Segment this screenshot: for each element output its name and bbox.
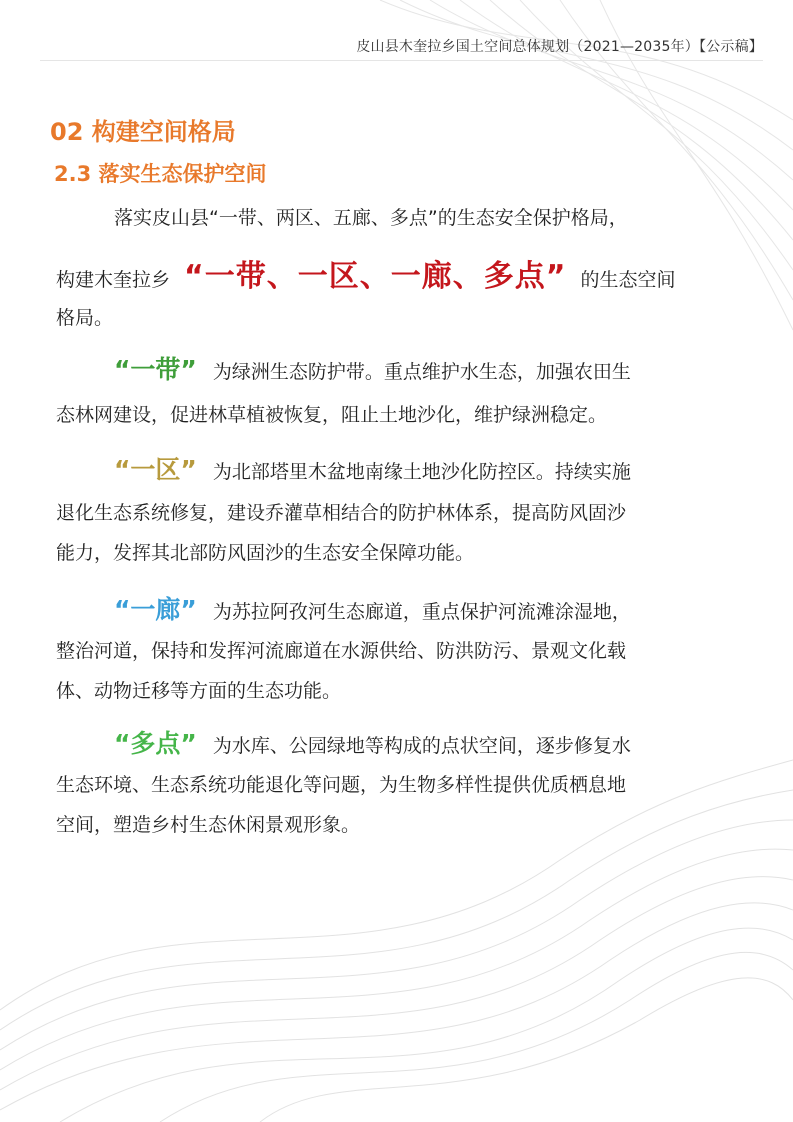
- item-corridor-line-1: [114, 590, 631, 626]
- section-title: 2.3 落实生态保护空间: [54, 162, 267, 186]
- chapter-title: 02 构建空间格局: [50, 118, 236, 146]
- item-zone-line-1: [114, 450, 631, 486]
- item-corridor-line-2: 整治河道，保持和发挥河流廊道在水源供给、防洪防污、景观文化载: [56, 640, 627, 662]
- intro-line-1: 落实皮山县“一带、两区、五廊、多点”的生态安全保护格局，: [114, 207, 628, 229]
- item-belt-text-1: 为绿洲生态防护带。重点维护水生态，加强农田生: [212, 361, 631, 383]
- item-points-line-1: [114, 724, 631, 760]
- item-zone-line-3: 能力，发挥其北部防风固沙的生态安全保障功能。: [56, 542, 475, 564]
- intro-paragraph: [56, 203, 736, 333]
- intro-line-3: 格局。: [56, 307, 114, 329]
- intro-line-2: [56, 251, 675, 295]
- item-corridor-text-1: 为苏拉阿孜河生态廊道，重点保护河流滩涂湿地，: [212, 601, 631, 623]
- pattern-highlight: “一带、一区、一廊、多点”: [184, 259, 567, 294]
- item-zone-line-2: 退化生态系统修复，建设乔灌草相结合的防护林体系，提高防风固沙: [56, 502, 627, 524]
- item-points-text-1: 为水库、公园绿地等构成的点状空间，逐步修复水: [212, 735, 631, 757]
- running-header: 皮山县木奎拉乡国土空间总体规划（2021—2035年）【公示稿】: [356, 39, 763, 55]
- item-points-line-2: 生态环境、生态系统功能退化等问题，为生物多样性提供优质栖息地: [56, 774, 627, 796]
- header-divider: [40, 60, 763, 61]
- intro-line-2-post: 的生态空间: [580, 269, 676, 291]
- item-belt-line-1: [114, 350, 631, 386]
- intro-line-2-pre: 构建木奎拉乡: [56, 269, 171, 291]
- item-zone: [56, 450, 736, 570]
- item-corridor-term: “一廊”: [114, 595, 197, 624]
- item-belt: [56, 350, 736, 430]
- item-belt-term: “一带”: [114, 355, 197, 384]
- item-belt-line-2: 态林网建设，促进林草植被恢复，阻止土地沙化，维护绿洲稳定。: [56, 404, 608, 426]
- item-corridor-line-3: 体、动物迁移等方面的生态功能。: [56, 680, 342, 702]
- item-points: [56, 724, 736, 844]
- item-zone-text-1: 为北部塔里木盆地南缘土地沙化防控区。持续实施: [212, 461, 631, 483]
- item-points-line-3: 空间，塑造乡村生态休闲景观形象。: [56, 814, 361, 836]
- item-points-term: “多点”: [114, 729, 197, 758]
- item-zone-term: “一区”: [114, 455, 197, 484]
- item-corridor: [56, 590, 736, 710]
